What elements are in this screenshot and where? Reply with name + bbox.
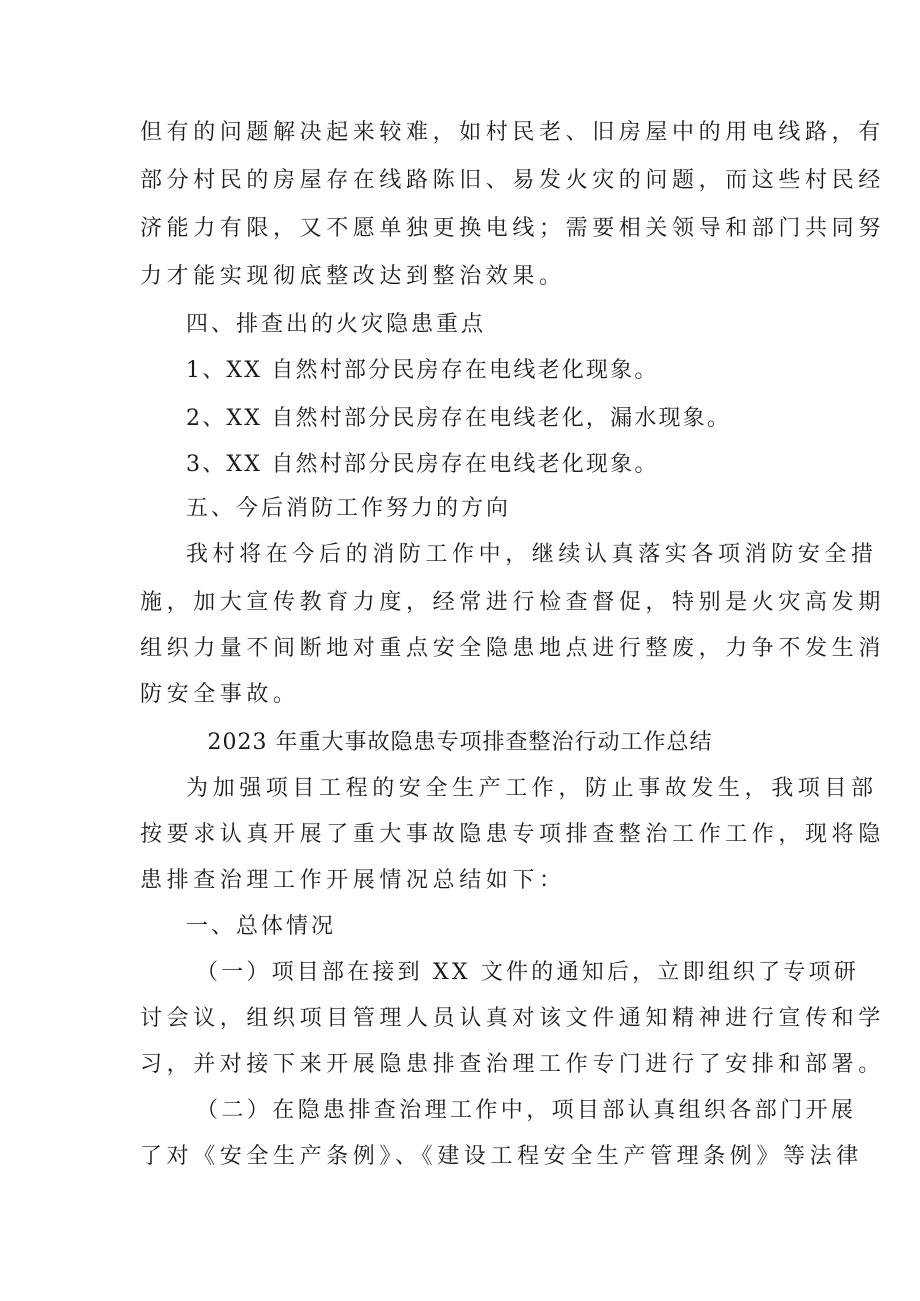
paragraph-line: 施，加大宣传教育力度，经常进行检查督促，特别是火灾高发期 [140, 590, 885, 615]
document-title: 2023 年重大事故隐患专项排查整治行动工作总结 [207, 730, 713, 755]
paragraph-line: 防安全事故。 [140, 682, 300, 707]
paragraph-line: 我村将在今后的消防工作中，继续认真落实各项消防安全措 [186, 542, 878, 567]
list-item: 3、XX 自然村部分民房存在电线老化现象。 [186, 452, 659, 477]
section-heading: 五、今后消防工作努力的方向 [186, 496, 512, 521]
paragraph-line: 讨会议，组织项目管理人员认真对该文件通知精神进行宣传和学 [140, 1006, 885, 1031]
paragraph-line: 济能力有限，又不愿单独更换电线；需要相关领导和部门共同努 [140, 216, 885, 241]
paragraph-line: 组织力量不间断地对重点安全隐患地点进行整废，力争不发生消 [140, 636, 885, 661]
paragraph-line: （一）项目部在接到 XX 文件的通知后，立即组织了专项研 [196, 960, 859, 985]
section-heading: 四、排查出的火灾隐患重点 [186, 312, 487, 337]
paragraph-line: 但有的问题解决起来较难，如村民老、旧房屋中的用电线路，有 [140, 120, 885, 145]
paragraph-line: 了对《安全生产条例》、《建设工程安全生产管理条例》等法律 [140, 1144, 863, 1169]
paragraph-line: 部分村民的房屋存在线路陈旧、易发火灾的问题，而这些村民经 [140, 168, 885, 193]
paragraph-line: 患排查治理工作开展情况总结如下： [140, 868, 566, 893]
paragraph-line: 按要求认真开展了重大事故隐患专项排查整治工作工作，现将隐 [140, 822, 885, 847]
section-heading: 一、总体情况 [186, 914, 337, 939]
paragraph-line: （二）在隐患排查治理工作中，项目部认真组织各部门开展 [196, 1098, 857, 1123]
list-item: 2、XX 自然村部分民房存在电线老化，漏水现象。 [186, 406, 732, 431]
paragraph-line: 力才能实现彻底整改达到整治效果。 [140, 264, 566, 289]
paragraph-line: 习，并对接下来开展隐患排查治理工作专门进行了安排和部署。 [140, 1052, 885, 1077]
paragraph-line: 为加强项目工程的安全生产工作，防止事故发生，我项目部 [186, 776, 878, 801]
list-item: 1、XX 自然村部分民房存在电线老化现象。 [186, 358, 659, 383]
